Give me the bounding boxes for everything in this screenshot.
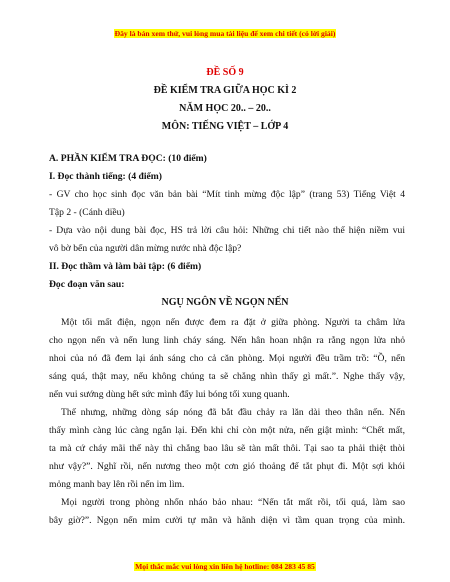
- preview-notice-banner: [0, 29, 450, 38]
- part-1-heading: I. Đọc thành tiếng: (4 điểm): [49, 171, 162, 182]
- story-line: sáng quá, thật may, nếu không chúng ta sẽ chẳng nhìn thấy gì mất.”. Nghe thấy vậy,: [49, 371, 405, 382]
- story-line: ta mà cứ cháy mãi thế này thì chẳng bao lâu sẽ tàn mất thôi. Tại sao ta phải thiệt thòi: [49, 443, 405, 454]
- story-title: NGỤ NGÔN VỀ NGỌN NẾN: [161, 297, 289, 308]
- story-line: Một tối mất điện, ngọn nến được đem ra đặt ở giữa phòng. Người ta châm lửa: [61, 317, 405, 328]
- story-line: bây giờ?”. Ngọn nến mỉm cười tự mãn và hãnh diện vì tầm quan trọng của mình.: [49, 515, 405, 526]
- hotline-notice-banner: [0, 562, 450, 571]
- story-line: nến vui sướng dùng hết sức mình đẩy lui bóng tối xung quanh.: [49, 389, 290, 400]
- part-1-line: - GV cho học sinh đọc văn bản bài “Mít tinh mừng độc lập” (trang 53) Tiếng Việt 4: [49, 189, 405, 200]
- part-1-line: - Dựa vào nội dung bài đọc, HS trả lời câu hỏi: Những chi tiết nào thể hiện niềm vui: [49, 225, 405, 236]
- story-line: Mọi người trong phòng nhốn nháo bảo nhau: “Nến tắt mất rồi, tối quá, làm sao: [61, 497, 405, 508]
- subject-heading: MÔN: TIẾNG VIỆT – LỚP 4: [161, 121, 289, 132]
- school-year: NĂM HỌC 20.. – 20..: [179, 103, 271, 114]
- read-label: Đọc đoạn văn sau:: [49, 279, 125, 290]
- exam-number: ĐỀ SỐ 9: [206, 67, 244, 78]
- story-line: như vậy?”. Nghĩ rồi, nến nương theo một cơn gió thoảng để tắt phụt đi. Một sợi khói: [49, 461, 405, 472]
- story-line: thấy mình càng lúc càng ngắn lại. Đến khi chỉ còn một nửa, nến giật mình: “Chết mất,: [49, 425, 405, 436]
- story-line: mỏng manh bay lên rồi nến im lìm.: [49, 479, 185, 490]
- part-2-heading: II. Đọc thầm và làm bài tập: (6 điểm): [49, 261, 202, 272]
- preview-notice-text: Đây là bản xem thử, vui lòng mua tài liệu để xem chi tiết (có lời giải): [114, 29, 336, 38]
- part-1-line: Tập 2 - (Cánh diều): [49, 207, 125, 218]
- story-line: nhoi của nó đã đem lại ánh sáng cho cả căn phòng. Mọi người đều trầm trồ: “Ồ, nến: [49, 353, 405, 364]
- part-1-line: vô bờ bến của người dân mừng nước nhà độc lập?: [49, 243, 242, 254]
- exam-title: ĐỀ KIỂM TRA GIỮA HỌC KÌ 2: [153, 85, 297, 96]
- section-a-heading: A. PHẦN KIỂM TRA ĐỌC: (10 điểm): [49, 153, 207, 164]
- story-line: cho ngọn nến và nến lung linh cháy sáng. Nến hân hoan nhận ra rằng ngọn lửa nhỏ: [49, 335, 405, 346]
- story-line: Thế nhưng, những dòng sáp nóng đã bắt đầu chảy ra lăn dài theo thân nến. Nến: [61, 407, 405, 418]
- hotline-notice-text: Mọi thắc mắc vui lòng xin liên hệ hotline: 084 283 45 85: [135, 562, 315, 571]
